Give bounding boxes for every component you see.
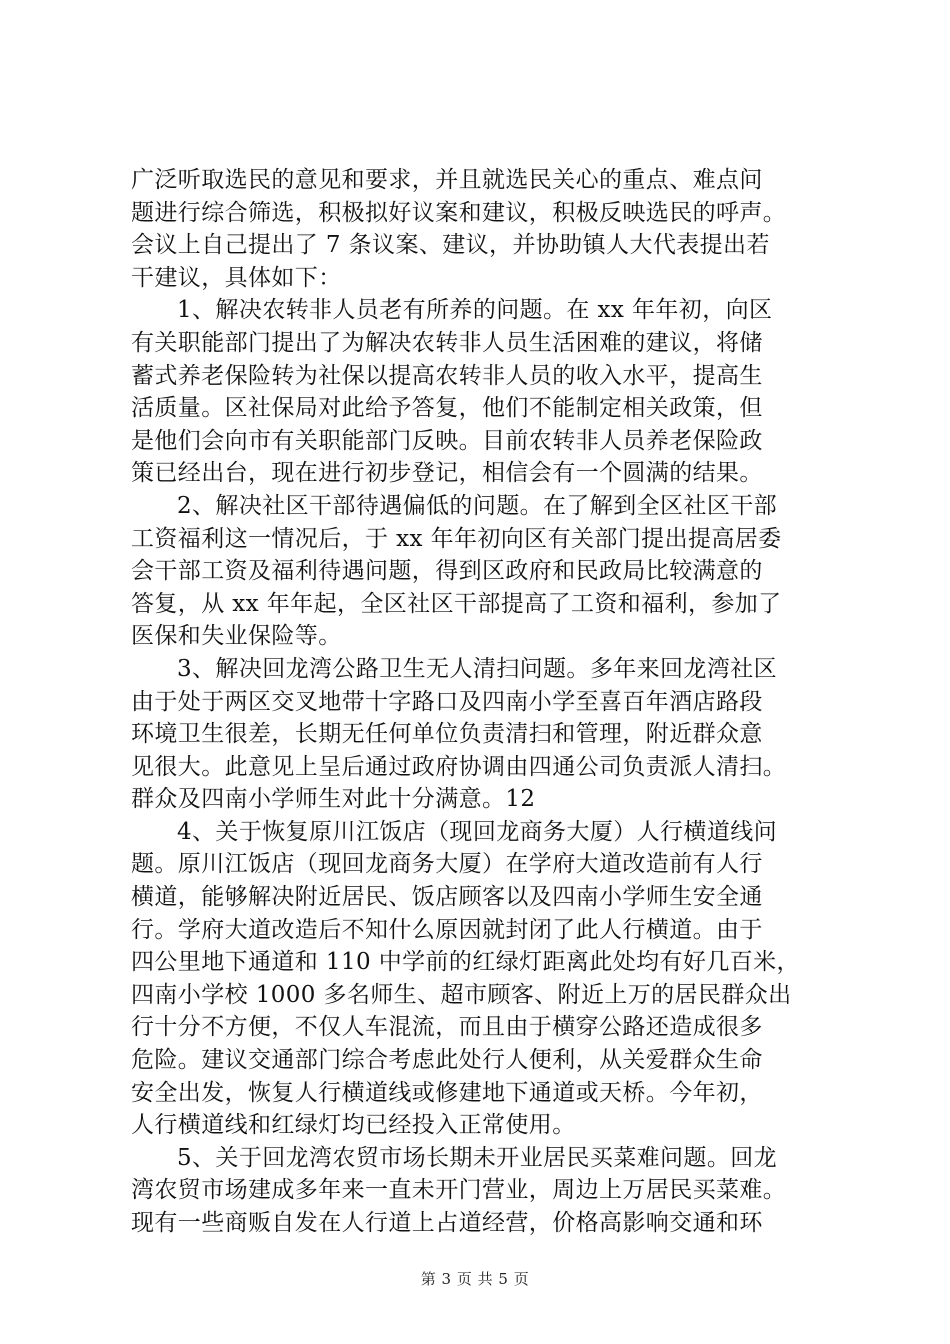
paragraph-first-line: 3、解决回龙湾公路卫生无人清扫问题。多年来回龙湾社区 xyxy=(177,655,778,682)
paragraph-first-line: 5、关于回龙湾农贸市场长期未开业居民买菜难问题。回龙 xyxy=(177,1144,778,1171)
text-line: 现有一些商贩自发在人行道上占道经营，价格高影响交通和环 xyxy=(131,1210,763,1236)
text-line: 由于处于两区交叉地带十字路口及四南小学至喜百年酒店路段 xyxy=(131,688,763,715)
text-line: 题。原川江饭店（现回龙商务大厦）在学府大道改造前有人行 xyxy=(131,851,763,878)
text-line: 群众及四南小学师生对此十分满意。12 xyxy=(131,786,536,813)
text-line: 医保和失业保险等。 xyxy=(131,623,342,650)
page-footer: 第 3 页 共 5 页 xyxy=(420,1270,530,1288)
text-line: 环境卫生很差，长期无任何单位负责清扫和管理，附近群众意 xyxy=(131,721,763,748)
text-line: 答复，从 xx 年年起，全区社区干部提高了工资和福利，参加了 xyxy=(131,590,782,617)
text-line: 有关职能部门提出了为解决农转非人员生活困难的建议，将储 xyxy=(131,329,763,356)
text-line: 见很大。此意见上呈后通过政府协调由四通公司负责派人清扫。 xyxy=(131,753,787,780)
text-line: 题进行综合筛选，积极拟好议案和建议，积极反映选民的呼声。 xyxy=(131,199,787,226)
text-line: 会干部工资及福利待遇问题，得到区政府和民政局比较满意的 xyxy=(131,558,763,585)
text-line: 干建议，具体如下： xyxy=(131,264,342,291)
text-line: 蓄式养老保险转为社保以提高农转非人员的收入水平，提高生 xyxy=(131,362,763,389)
text-line: 四南小学校 1000 多名师生、超市顾客、附近上万的居民群众出 xyxy=(131,981,792,1008)
paragraph-first-line: 1、解决农转非人员老有所养的问题。在 xx 年年初，向区 xyxy=(177,297,773,324)
text-line: 工资福利这一情况后，于 xx 年年初向区有关部门提出提高居委 xyxy=(131,525,782,552)
document-body xyxy=(131,164,831,1240)
paragraph-first-line: 2、解决社区干部待遇偏低的问题。在了解到全区社区干部 xyxy=(177,492,778,519)
text-line: 危险。建议交通部门综合考虑此处行人便利，从关爱群众生命 xyxy=(131,1047,763,1074)
text-line: 人行横道线和红绿灯均已经投入正常使用。 xyxy=(131,1112,576,1139)
text-line: 安全出发，恢复人行横道线或修建地下通道或天桥。今年初， xyxy=(131,1079,763,1106)
text-line: 广泛听取选民的意见和要求，并且就选民关心的重点、难点问 xyxy=(131,167,763,193)
text-line: 行十分不方便，不仅人车混流，而且由于横穿公路还造成很多 xyxy=(131,1014,763,1041)
text-line: 行。学府大道改造后不知什么原因就封闭了此人行横道。由于 xyxy=(131,916,763,943)
text-line: 会议上自己提出了 7 条议案、建议，并协助镇人大代表提出若 xyxy=(131,232,770,259)
text-line: 策已经出台，现在进行初步登记，相信会有一个圆满的结果。 xyxy=(131,460,763,487)
paragraph-first-line: 4、关于恢复原川江饭店（现回龙商务大厦）人行横道线问 xyxy=(177,818,778,845)
text-line: 四公里地下通道和 110 中学前的红绿灯距离此处均有好几百米， xyxy=(131,949,800,976)
text-line: 是他们会向市有关职能部门反映。目前农转非人员养老保险政 xyxy=(131,427,763,454)
text-line: 湾农贸市场建成多年来一直未开门营业，周边上万居民买菜难。 xyxy=(131,1177,787,1204)
text-line: 横道，能够解决附近居民、饭店顾客以及四南小学师生安全通 xyxy=(131,884,763,911)
text-line: 活质量。区社保局对此给予答复，他们不能制定相关政策，但 xyxy=(131,395,763,422)
